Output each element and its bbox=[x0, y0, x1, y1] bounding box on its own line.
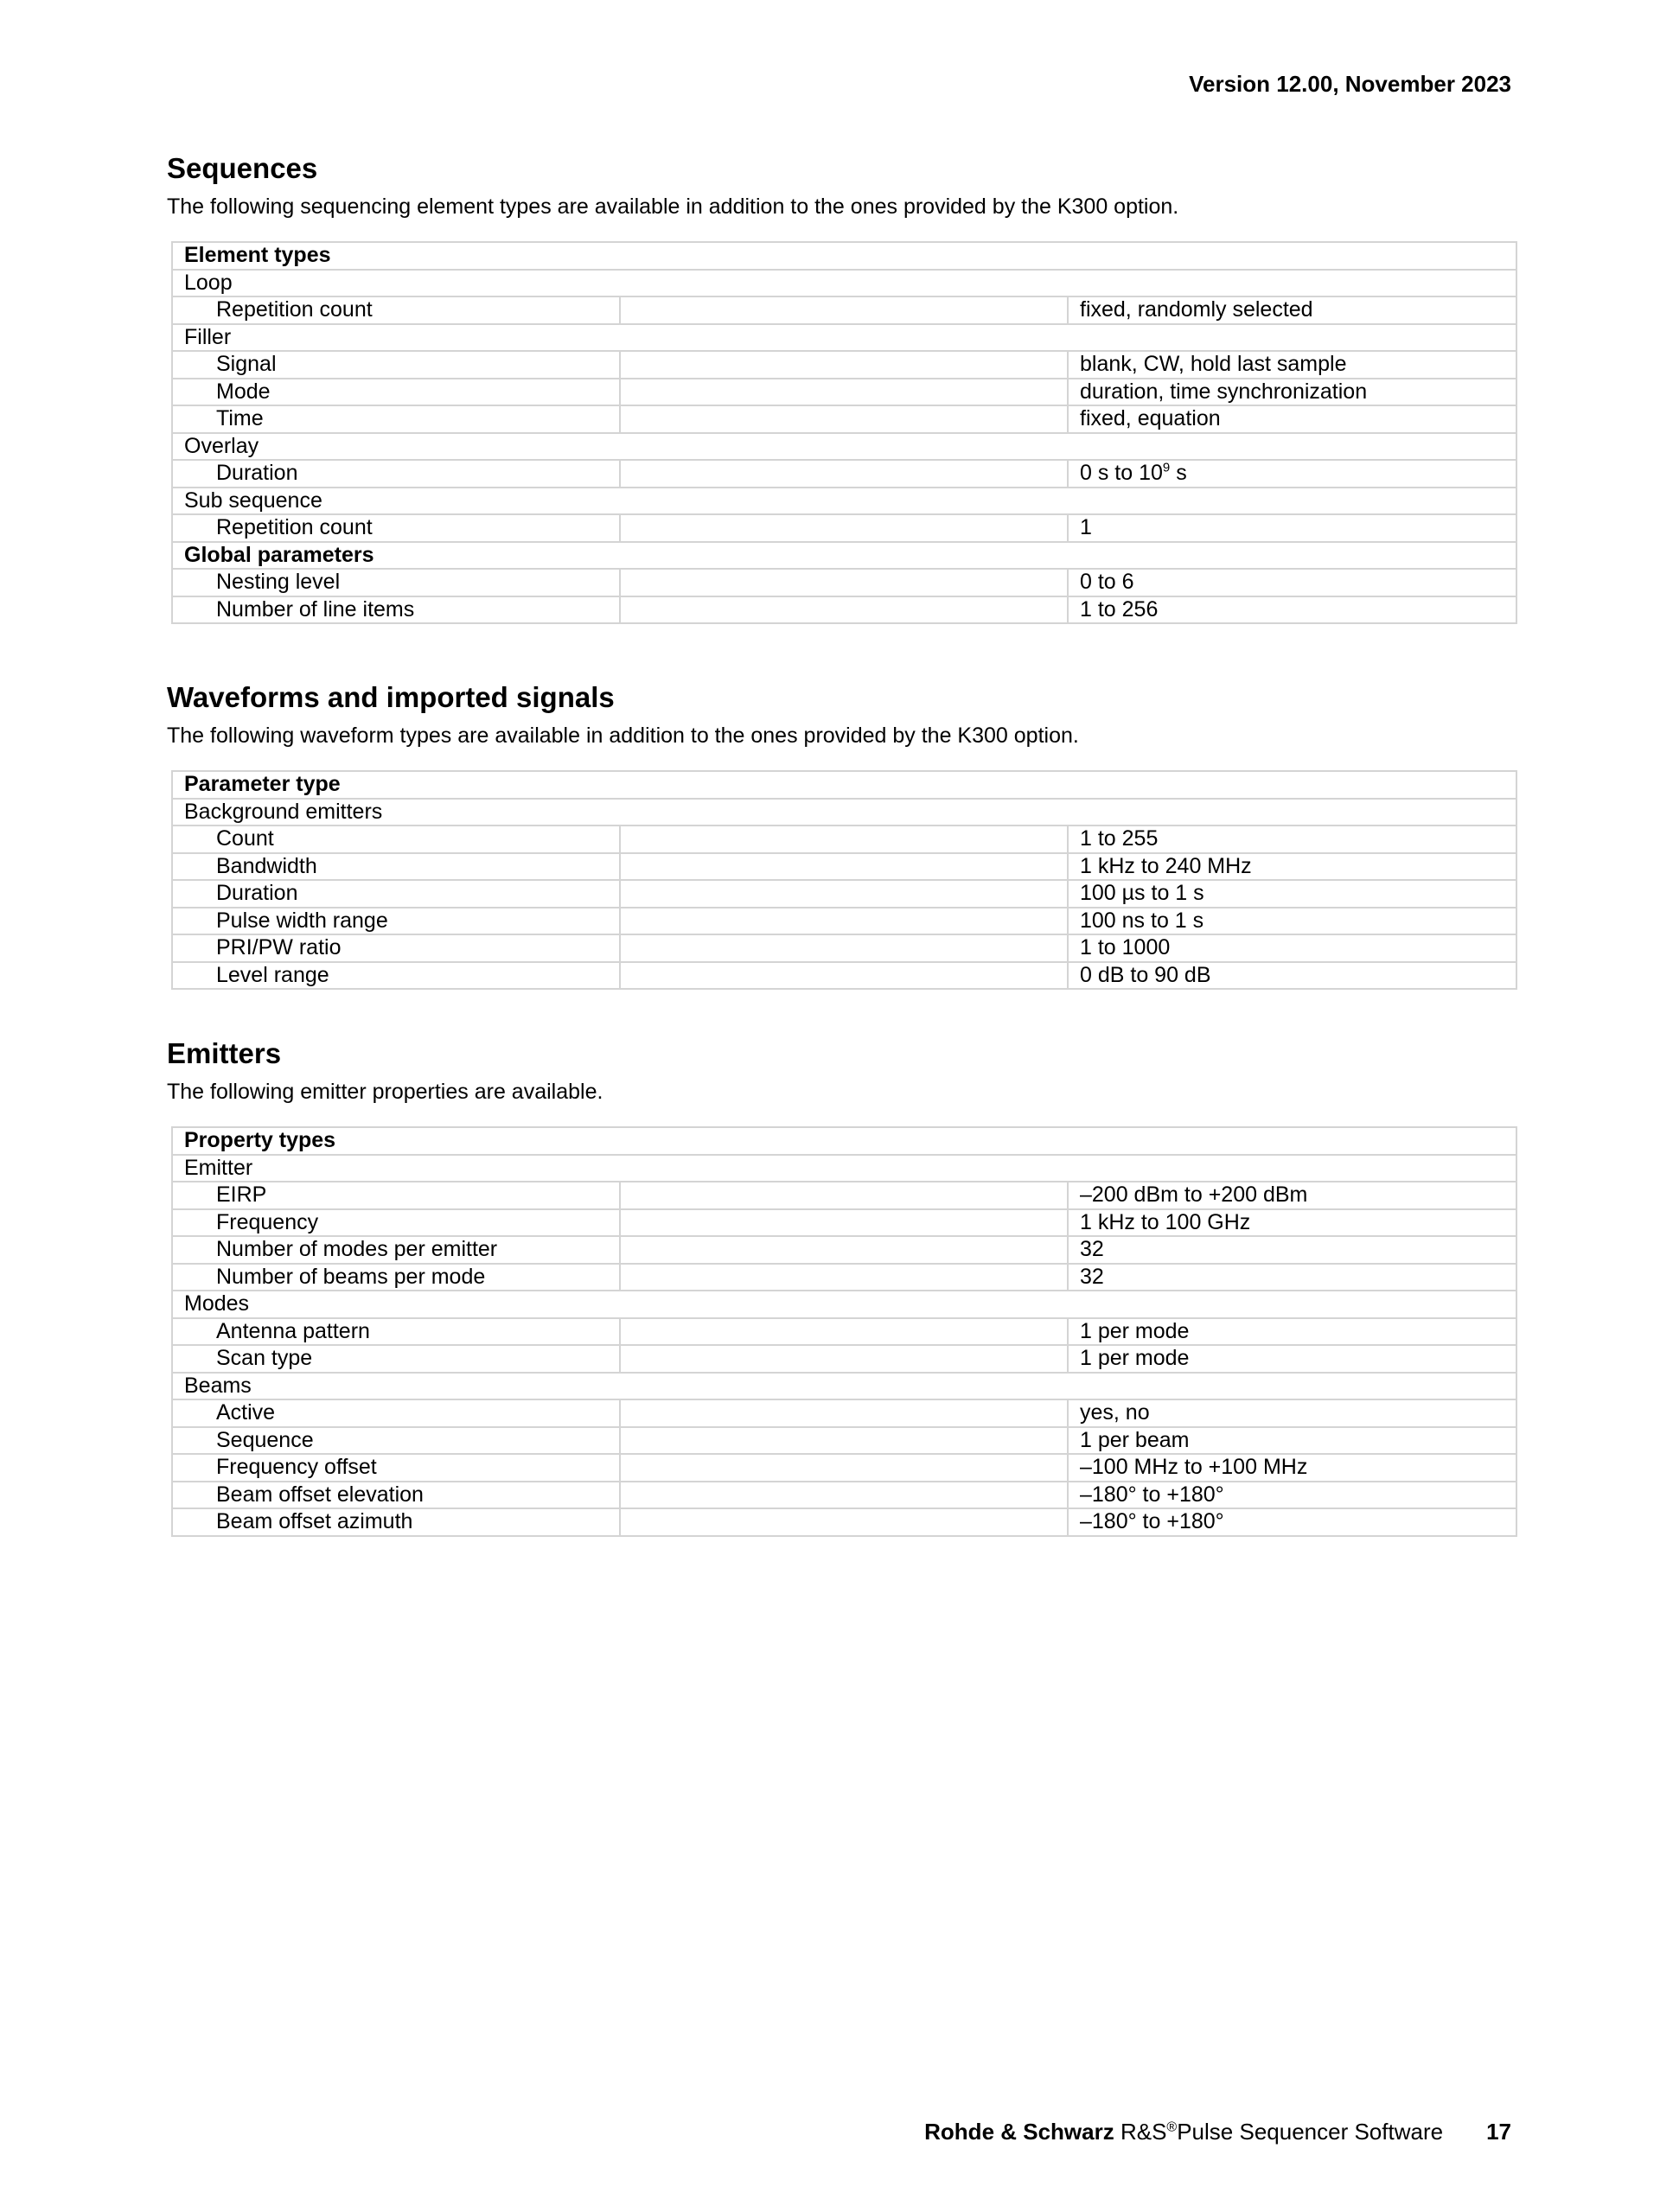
parameter-label-cell: EIRP bbox=[172, 1182, 620, 1209]
table-group-cell: Sub sequence bbox=[172, 488, 1516, 515]
parameter-value-cell bbox=[1068, 405, 1516, 433]
empty-cell bbox=[620, 934, 1068, 962]
parameter-label-cell: Sequence bbox=[172, 1427, 620, 1455]
parameter-value-cell bbox=[1068, 296, 1516, 324]
table-group-cell: Modes bbox=[172, 1291, 1516, 1318]
value-text: 100 ns to 1 s bbox=[1080, 908, 1204, 933]
parameter-label-cell: Scan type bbox=[172, 1345, 620, 1373]
table-heading-cell: Element types bbox=[172, 242, 1516, 270]
table-row bbox=[172, 296, 1516, 324]
table-row bbox=[172, 962, 1516, 990]
table-row bbox=[172, 1399, 1516, 1427]
table-row bbox=[172, 799, 1516, 826]
page-number: 17 bbox=[1486, 2119, 1511, 2145]
table-row bbox=[172, 1454, 1516, 1482]
parameter-label-cell: PRI/PW ratio bbox=[172, 934, 620, 962]
table-row bbox=[172, 1291, 1516, 1318]
parameter-value-cell bbox=[1068, 1399, 1516, 1427]
parameter-label-cell: Level range bbox=[172, 962, 620, 990]
parameter-value-cell bbox=[1068, 908, 1516, 935]
value-text: 1 bbox=[1080, 515, 1092, 540]
table-row bbox=[172, 242, 1516, 270]
table-row bbox=[172, 1427, 1516, 1455]
section-intro: The following sequencing element types are available in addition to the ones provided by the K300 option. bbox=[167, 194, 1179, 219]
table-row bbox=[172, 542, 1516, 570]
table-row bbox=[172, 934, 1516, 962]
parameter-value-cell bbox=[1068, 1454, 1516, 1482]
empty-cell bbox=[620, 379, 1068, 406]
table-row bbox=[172, 771, 1516, 799]
value-text: 1 per mode bbox=[1080, 1318, 1190, 1343]
empty-cell bbox=[620, 880, 1068, 908]
value-text: 1 kHz to 240 MHz bbox=[1080, 853, 1252, 878]
empty-cell bbox=[620, 1427, 1068, 1455]
empty-cell bbox=[620, 1399, 1068, 1427]
value-text: –100 MHz to +100 MHz bbox=[1080, 1455, 1308, 1480]
table-row bbox=[172, 853, 1516, 881]
table-heading-cell: Property types bbox=[172, 1127, 1516, 1155]
value-text: fixed, randomly selected bbox=[1080, 297, 1313, 322]
table-group-cell: Filler bbox=[172, 324, 1516, 352]
parameter-value-cell bbox=[1068, 596, 1516, 624]
table-row bbox=[172, 433, 1516, 461]
empty-cell bbox=[620, 962, 1068, 990]
parameter-label-cell: Frequency bbox=[172, 1209, 620, 1237]
table-group-cell: Loop bbox=[172, 270, 1516, 297]
empty-cell bbox=[620, 514, 1068, 542]
empty-cell bbox=[620, 405, 1068, 433]
parameter-value-cell bbox=[1068, 1264, 1516, 1291]
parameter-label-cell: Number of beams per mode bbox=[172, 1264, 620, 1291]
section-sequences bbox=[167, 151, 1517, 624]
empty-cell bbox=[620, 296, 1068, 324]
parameter-value-cell bbox=[1068, 1236, 1516, 1264]
parameter-label-cell: Nesting level bbox=[172, 569, 620, 596]
empty-cell bbox=[620, 1482, 1068, 1509]
table-heading-cell: Parameter type bbox=[172, 771, 1516, 799]
value-text: 100 µs to 1 s bbox=[1080, 881, 1204, 906]
table-row bbox=[172, 1236, 1516, 1264]
parameter-value-cell bbox=[1068, 934, 1516, 962]
parameter-value-cell bbox=[1068, 826, 1516, 853]
parameter-label-cell: Mode bbox=[172, 379, 620, 406]
value-text: 1 kHz to 100 GHz bbox=[1080, 1209, 1251, 1234]
value-text: duration, time synchronization bbox=[1080, 379, 1368, 404]
value-text: 1 to 256 bbox=[1080, 596, 1159, 622]
table-row bbox=[172, 1482, 1516, 1509]
empty-cell bbox=[620, 1318, 1068, 1346]
table-row bbox=[172, 1264, 1516, 1291]
footer-product-prefix: R&S bbox=[1114, 2119, 1167, 2145]
value-text: 1 per mode bbox=[1080, 1346, 1190, 1371]
value-text: 32 bbox=[1080, 1237, 1104, 1262]
table-row bbox=[172, 270, 1516, 297]
parameter-value-cell bbox=[1068, 1427, 1516, 1455]
parameter-label-cell: Number of line items bbox=[172, 596, 620, 624]
spec-table-sequences bbox=[171, 241, 1517, 624]
parameter-value-cell bbox=[1068, 1318, 1516, 1346]
table-group-cell: Overlay bbox=[172, 433, 1516, 461]
parameter-label-cell: Time bbox=[172, 405, 620, 433]
parameter-value-cell bbox=[1068, 460, 1516, 488]
empty-cell bbox=[620, 351, 1068, 379]
empty-cell bbox=[620, 1454, 1068, 1482]
table-row bbox=[172, 1182, 1516, 1209]
spec-table-emitters bbox=[171, 1126, 1517, 1537]
table-row bbox=[172, 460, 1516, 488]
table-row bbox=[172, 379, 1516, 406]
table-group-cell: Beams bbox=[172, 1373, 1516, 1400]
section-title: Sequences bbox=[167, 152, 318, 184]
table-row bbox=[172, 1155, 1516, 1182]
value-text: fixed, equation bbox=[1080, 406, 1221, 431]
table-row bbox=[172, 569, 1516, 596]
section-emitters bbox=[167, 1036, 1517, 1537]
table-row bbox=[172, 514, 1516, 542]
parameter-label-cell: Repetition count bbox=[172, 514, 620, 542]
value-text: –180° to +180° bbox=[1080, 1509, 1224, 1534]
table-heading-cell: Global parameters bbox=[172, 542, 1516, 570]
value-text: 1 per beam bbox=[1080, 1427, 1190, 1452]
table-row bbox=[172, 351, 1516, 379]
parameter-value-cell bbox=[1068, 379, 1516, 406]
table-group-cell: Emitter bbox=[172, 1155, 1516, 1182]
value-text: –200 dBm to +200 dBm bbox=[1080, 1182, 1308, 1208]
empty-cell bbox=[620, 826, 1068, 853]
value-text: 1 to 255 bbox=[1080, 826, 1159, 851]
page-footer bbox=[924, 2119, 1511, 2145]
table-row bbox=[172, 1318, 1516, 1346]
empty-cell bbox=[620, 1508, 1068, 1536]
parameter-value-cell bbox=[1068, 1182, 1516, 1209]
table-row bbox=[172, 1345, 1516, 1373]
section-title: Waveforms and imported signals bbox=[167, 681, 615, 713]
registered-mark: ® bbox=[1166, 2120, 1178, 2135]
table-row bbox=[172, 1508, 1516, 1536]
value-text: blank, CW, hold last sample bbox=[1080, 352, 1347, 377]
parameter-value-cell bbox=[1068, 1209, 1516, 1237]
table-row bbox=[172, 488, 1516, 515]
empty-cell bbox=[620, 1209, 1068, 1237]
table-row bbox=[172, 1373, 1516, 1400]
empty-cell bbox=[620, 1236, 1068, 1264]
value-text: yes, no bbox=[1080, 1400, 1150, 1425]
parameter-label-cell: Signal bbox=[172, 351, 620, 379]
parameter-value-cell bbox=[1068, 1345, 1516, 1373]
table-row bbox=[172, 596, 1516, 624]
table-row bbox=[172, 826, 1516, 853]
table-row bbox=[172, 880, 1516, 908]
table-row bbox=[172, 324, 1516, 352]
section-waveforms bbox=[167, 680, 1517, 990]
parameter-label-cell: Bandwidth bbox=[172, 853, 620, 881]
section-title: Emitters bbox=[167, 1037, 282, 1069]
parameter-value-cell bbox=[1068, 962, 1516, 990]
parameter-value-cell bbox=[1068, 1482, 1516, 1509]
value-unit: s bbox=[1170, 461, 1187, 486]
value-text: 0 s to 10 bbox=[1080, 461, 1163, 486]
value-text: 1 to 1000 bbox=[1080, 935, 1171, 960]
parameter-label-cell: Repetition count bbox=[172, 296, 620, 324]
empty-cell bbox=[620, 1264, 1068, 1291]
value-text: 32 bbox=[1080, 1264, 1104, 1289]
parameter-label-cell: Duration bbox=[172, 460, 620, 488]
empty-cell bbox=[620, 908, 1068, 935]
parameter-value-cell bbox=[1068, 880, 1516, 908]
section-intro: The following waveform types are available in addition to the ones provided by the K300 option. bbox=[167, 724, 1079, 748]
parameter-label-cell: Duration bbox=[172, 880, 620, 908]
parameter-label-cell: Frequency offset bbox=[172, 1454, 620, 1482]
empty-cell bbox=[620, 1182, 1068, 1209]
parameter-label-cell: Beam offset elevation bbox=[172, 1482, 620, 1509]
parameter-value-cell bbox=[1068, 569, 1516, 596]
parameter-label-cell: Antenna pattern bbox=[172, 1318, 620, 1346]
parameter-label-cell: Number of modes per emitter bbox=[172, 1236, 620, 1264]
parameter-label-cell: Pulse width range bbox=[172, 908, 620, 935]
empty-cell bbox=[620, 460, 1068, 488]
empty-cell bbox=[620, 1345, 1068, 1373]
empty-cell bbox=[620, 853, 1068, 881]
table-row bbox=[172, 405, 1516, 433]
footer-company: Rohde & Schwarz bbox=[924, 2119, 1114, 2145]
value-exponent: 9 bbox=[1162, 460, 1171, 475]
parameter-label-cell: Beam offset azimuth bbox=[172, 1508, 620, 1536]
value-text: 0 dB to 90 dB bbox=[1080, 962, 1211, 987]
value-text: 0 to 6 bbox=[1080, 570, 1134, 595]
empty-cell bbox=[620, 596, 1068, 624]
section-intro: The following emitter properties are available. bbox=[167, 1080, 603, 1104]
parameter-value-cell bbox=[1068, 853, 1516, 881]
empty-cell bbox=[620, 569, 1068, 596]
parameter-label-cell: Active bbox=[172, 1399, 620, 1427]
parameter-label-cell: Count bbox=[172, 826, 620, 853]
version-header: Version 12.00, November 2023 bbox=[1189, 71, 1511, 97]
parameter-value-cell bbox=[1068, 1508, 1516, 1536]
spec-table-waveforms bbox=[171, 770, 1517, 990]
parameter-value-cell bbox=[1068, 514, 1516, 542]
table-group-cell: Background emitters bbox=[172, 799, 1516, 826]
parameter-value-cell bbox=[1068, 351, 1516, 379]
value-text: –180° to +180° bbox=[1080, 1482, 1224, 1507]
table-row bbox=[172, 1209, 1516, 1237]
table-row bbox=[172, 1127, 1516, 1155]
table-row bbox=[172, 908, 1516, 935]
footer-product-name: Pulse Sequencer Software bbox=[1177, 2119, 1444, 2145]
